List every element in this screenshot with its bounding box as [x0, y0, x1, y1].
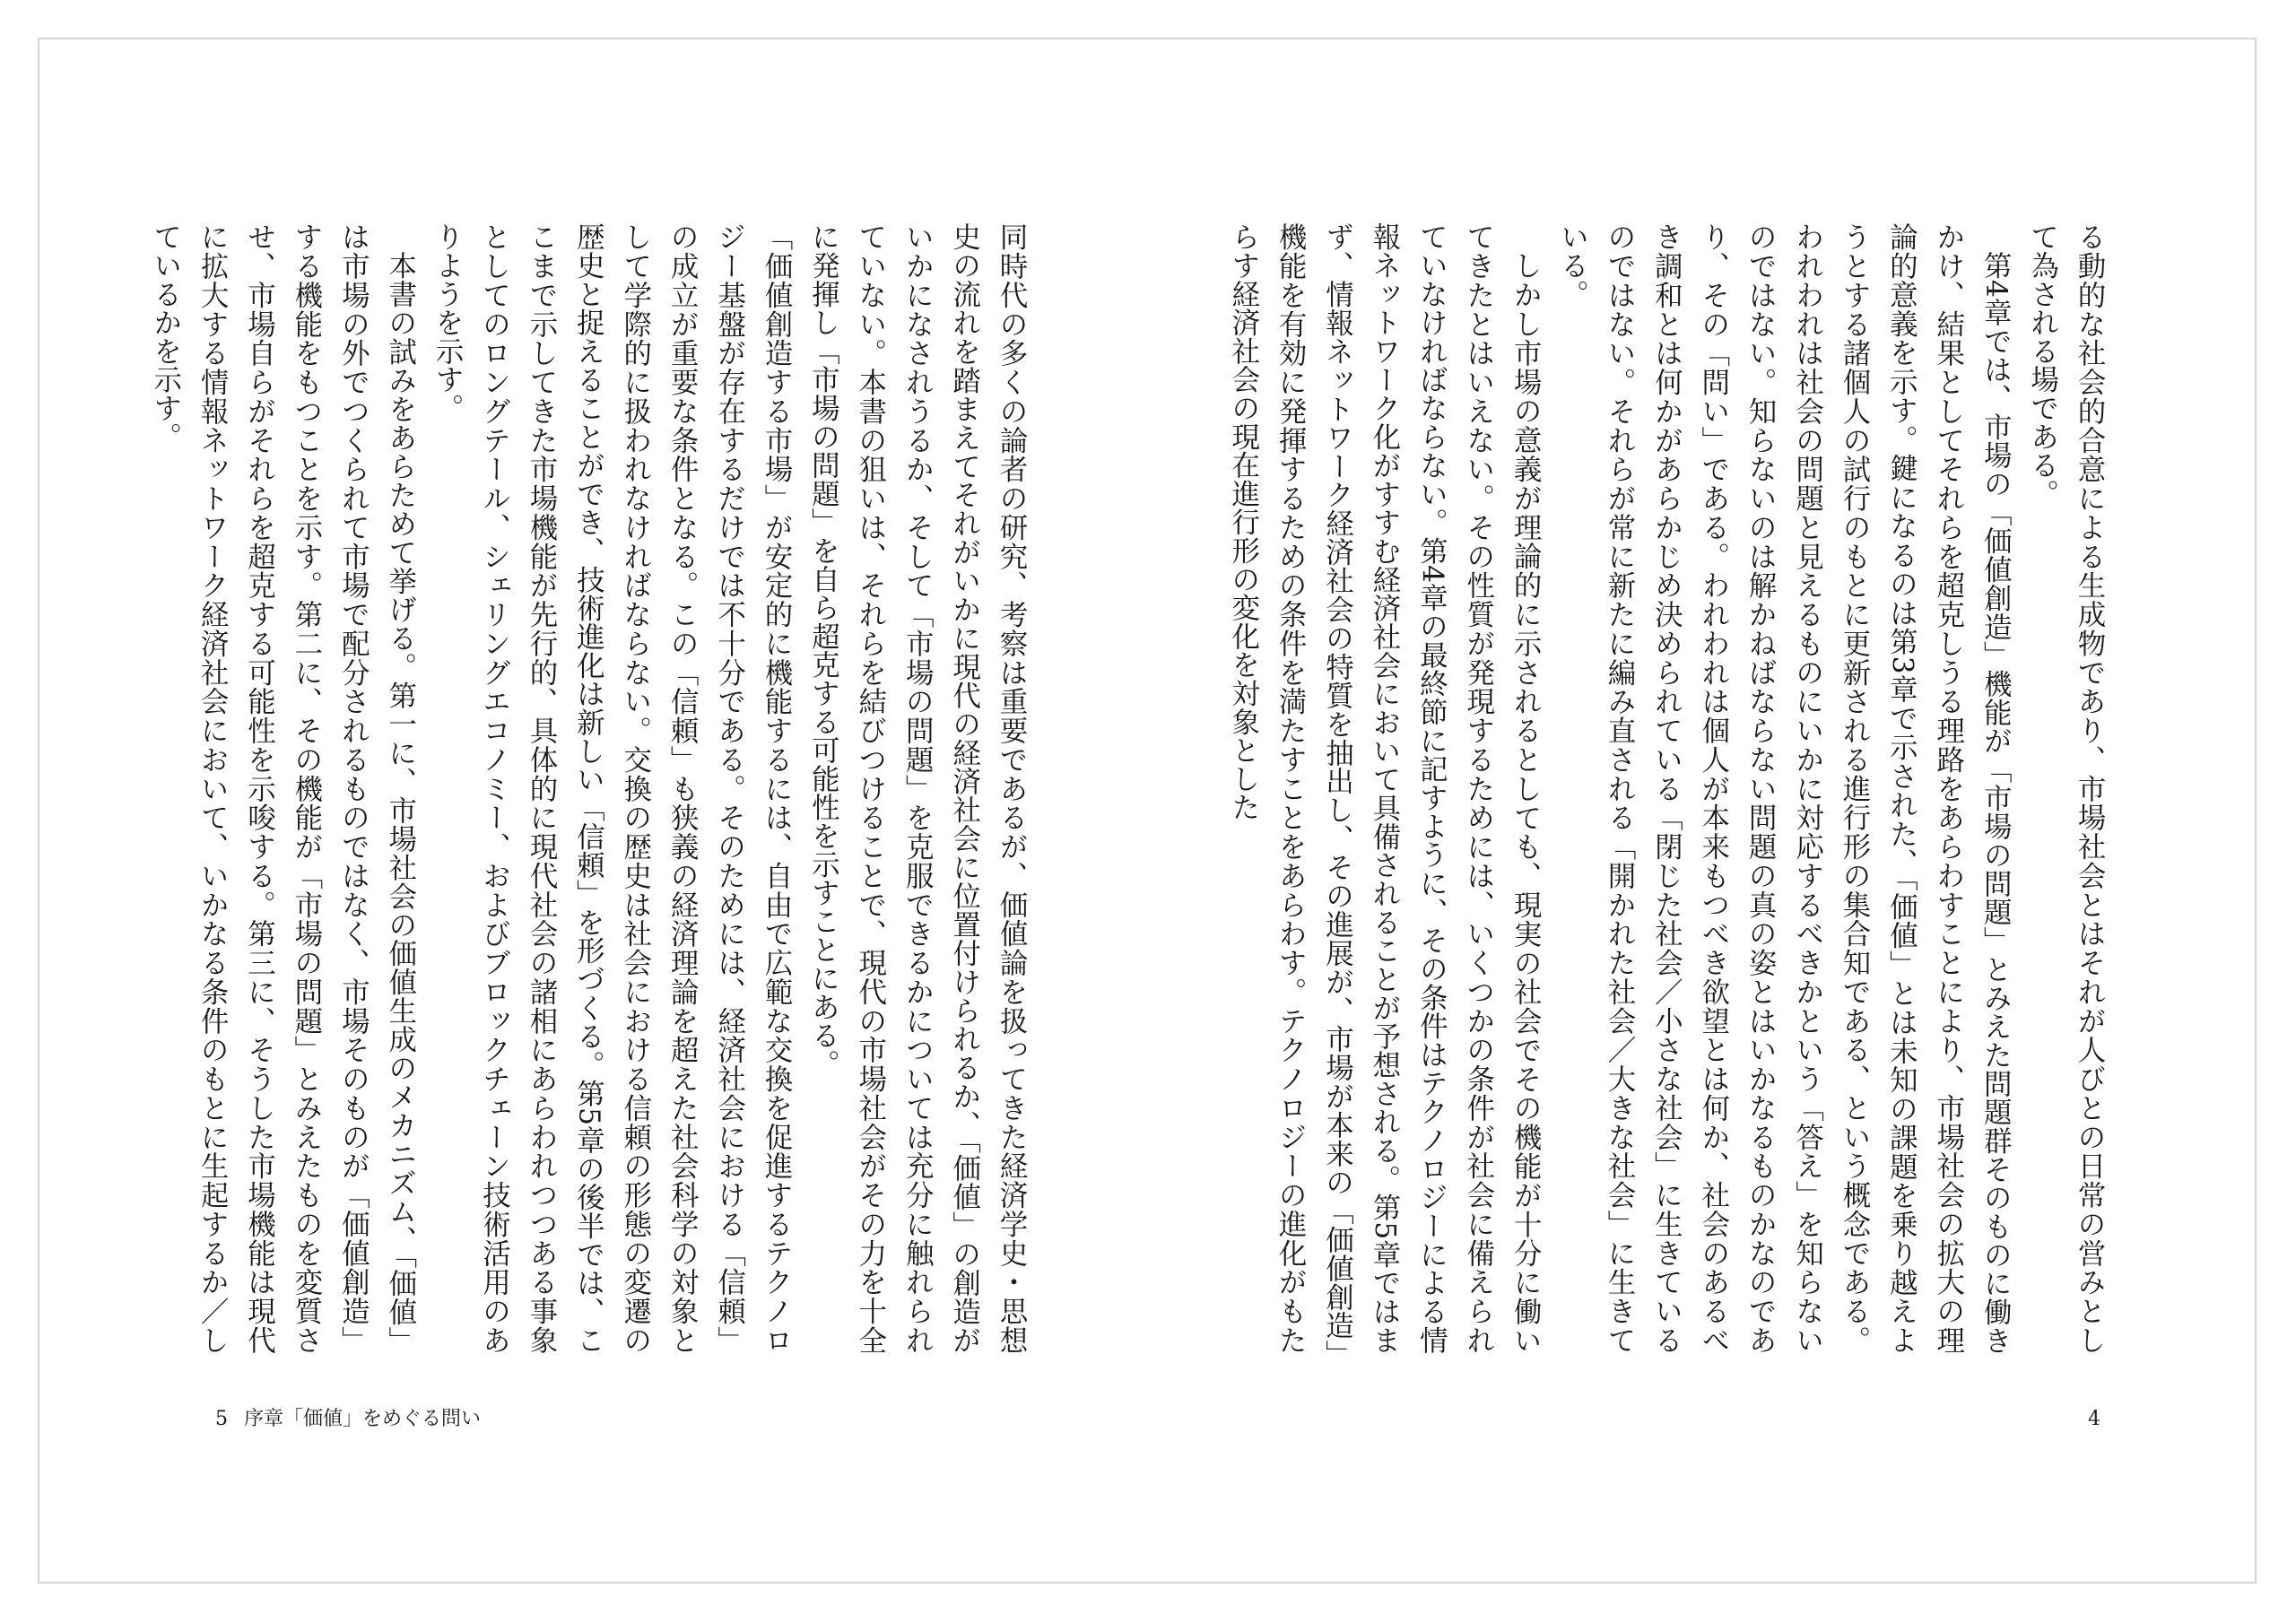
left-page-number: 5 — [215, 1408, 228, 1430]
right-page-paragraph-1: る動的な社会的合意による生成物であり、市場社会とはそれが人びとの日常の営みとして為される場である。 — [2026, 222, 2106, 1354]
running-head: 序章「価値」をめぐる問い — [244, 1408, 482, 1430]
right-page-paragraph-3: しかし市場の意義が理論的に示されるとしても、現実の社会でその機能が十分に働いてきたとはいえない。その性質が発現するためには、いくつかの条件が社会に備えられていなければならない。第4章の最終節に記すように、その条件はテクノロジーによる情報ネットワーク化がすすむ経済社会において具備されることが予想される。第5章ではまず、情報ネットワーク経済社会の特質を抽出し、その進展が、市場が本来の「価値創造」機能を有効に発揮するための条件を満たすことをあらわす。テクノロジーの進化がもたらす経済社会の現在進行形の変化を対象とした — [1227, 222, 1543, 1354]
right-page-paragraph-2: 第4章では、市場の「価値創造」機能が「市場の問題」とみえた問題群そのものに働きかけ、結果としてそれらを超克しうる理路をあらわすことにより、市場社会の拡大の理論的意義を示す。鍵になるのは第3章で示された、「価値」とは未知の課題を乗り越えようとする諸個人の試行のもとに更新される進行形の集合知である、という概念である。われわれは社会の問題と見えるものにいかに対応するべきかという「答え」を知らないのではない。知らないのは解かねばならない問題の真の姿とはいかなるものかなのであり、その「問い」である。われわれは個人が本来もつべき欲望とは何か、社会のあるべき調和とは何かがあらかじめ決められている「閉じた社会／小さな社会」に生きているのではない。それらが常に新たに編み直される「開かれた社会／大きな社会」に生きている。 — [1556, 222, 2013, 1354]
right-page-number: 4 — [2088, 1408, 2100, 1430]
left-page-paragraph-1: 同時代の多くの論者の研究、考察は重要であるが、価値論を扱ってきた経済学史・思想史の流れを踏まえてそれがいかに現代の経済社会に位置付けられるか、「価値」の創造がいかになされうるか、そして「市場の問題」を克服できるかについては充分に触れられていない。本書の狙いは、それらを結びつけることで、現代の市場社会がその力を十全に発揮し「市場の問題」を自ら超克する可能性を示すことにある。 — [807, 222, 1028, 1354]
left-page-body-text — [149, 222, 1035, 1354]
left-page-paragraph-2: 「価値創造する市場」が安定的に機能するには、自由で広範な交換を促進するテクノロジー基盤が存在するだけでは不十分である。そのためには、経済社会における「信頼」の成立が重要な条件となる。この「信頼」も狭義の経済理論を超えた社会科学の対象として学際的に扱われなければならない。交換の歴史は社会における信頼の形態の変遷の歴史と捉えることができ、技術進化は新しい「信頼」を形づくる。第5章の後半では、ここまで示してきた市場機能が先行的、具体的に現代社会の諸相にあらわれつつある事象としてのロングテール、シェリングエコノミー、およびブロックチェーン技術活用のありようを示す。 — [431, 222, 793, 1354]
left-page-footer — [215, 1406, 481, 1433]
left-page-paragraph-3: 本書の試みをあらためて挙げる。第一に、市場社会の価値生成のメカニズム、「価値」は市場の外でつくられて市場で配分されるものではなく、市場そのものが「価値創造」する機能をもつことを示す。第二に、その機能が「市場の問題」とみえたものを変質させ、市場自らがそれらを超克する可能性を示唆する。第三に、そうした市場機能は現代に拡大する情報ネットワーク経済社会において、いかなる条件のもとに生起するか／しているかを示す。 — [149, 222, 417, 1354]
right-page-body-text — [1227, 222, 2113, 1354]
